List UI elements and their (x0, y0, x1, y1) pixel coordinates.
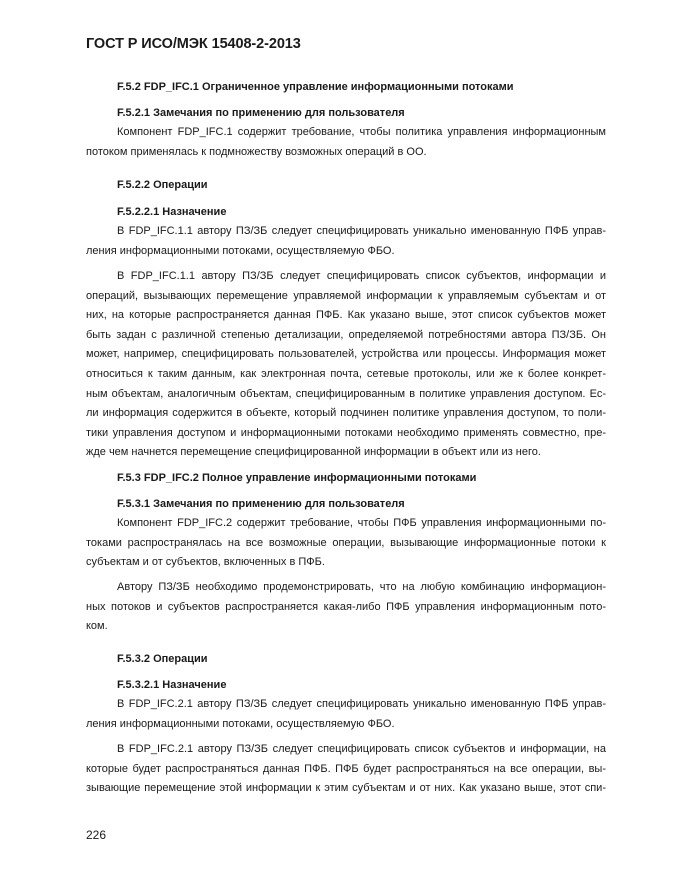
text-line: быть задан с различной степенью детализации, определяемой потребностями автора ПЗ/ЗБ. Он (86, 328, 606, 341)
paragraph-f5321-2 (86, 740, 606, 799)
text-line: В FDP_IFC.1.1 автору ПЗ/ЗБ следует специфицировать уникально именованную ПФБ управ- (117, 225, 606, 237)
subsection-heading-f522: F.5.2.2 Операции (117, 179, 208, 191)
text-line: жде чем начнется перемещение специфицированной информации в объект или из него. (86, 446, 541, 459)
subsection-heading-f5221: F.5.2.2.1 Назначение (117, 206, 227, 218)
text-line: тики управления доступом и информационными потоками необходимо применять совместно, пре- (86, 426, 606, 439)
text-line: токами распространялась на все возможные операции, вызывающие информационные потоки к (86, 536, 606, 549)
text-line: субъектам и от субъектов, включенных в ПФБ. (86, 556, 325, 569)
text-line: Компонент FDP_IFC.2 содержит требование, чтобы ПФБ управления информационными по- (117, 517, 606, 529)
paragraph-f531-1 (86, 514, 606, 573)
paragraph-f5221-2 (86, 267, 606, 463)
document-header-id: ГОСТ Р ИСО/МЭК 15408-2-2013 (86, 36, 301, 52)
text-line: Компонент FDP_IFC.1 содержит требование, чтобы политика управления информационным (117, 126, 606, 138)
text-line: Автору ПЗ/ЗБ необходимо продемонстрировать, что на любую комбинацию информацион- (117, 581, 606, 593)
paragraph-f531-2 (86, 578, 606, 637)
section-heading-f53: F.5.3 FDP_IFC.2 Полное управление информационными потоками (117, 472, 477, 484)
text-line: В FDP_IFC.1.1 автору ПЗ/ЗБ следует специфицировать список субъектов, информации и (117, 270, 606, 282)
text-line: ных потоков и субъектов распространяется какая-либо ПФБ управления информационным пото- (86, 600, 606, 613)
paragraph-f521-notes (86, 123, 606, 162)
subsection-heading-f5321: F.5.3.2.1 Назначение (117, 679, 227, 691)
text-line: ли информация содержится в объекте, который подчинен политике управления доступом, то поли- (86, 407, 606, 420)
text-line: операций, вызывающих перемещение управляемой информации к управляемым субъектам и от (86, 289, 606, 302)
subsection-heading-f532: F.5.3.2 Операции (117, 653, 208, 665)
section-heading-f52: F.5.2 FDP_IFC.1 Ограниченное управление информационными потоками (117, 81, 514, 93)
text-line: потоком применялась к подмножеству возможных операций в ОО. (86, 145, 427, 158)
paragraph-f5321-1 (86, 695, 606, 734)
text-line: ления информационными потоками, осуществляемую ФБО. (86, 717, 395, 730)
text-line: может, например, специфицировать пользователей, устройства или процессы. Информация может (86, 348, 606, 361)
text-line: них, на которые распространяется данная ПФБ. Как указано выше, этот список субъектов может (86, 309, 606, 322)
text-line: относиться к таким данным, как электронная почта, сетевые протоколы, или же к более конкрет- (86, 367, 606, 380)
text-line: зывающие перемещение этой информации к этим субъектам и от них. Как указано выше, этот спи- (86, 782, 606, 795)
text-line: ления информационными потоками, осуществляемую ФБО. (86, 244, 395, 257)
text-line: В FDP_IFC.2.1 автору ПЗ/ЗБ следует специфицировать уникально именованную ПФБ управ- (117, 698, 606, 710)
text-line: В FDP_IFC.2.1 автору ПЗ/ЗБ следует специфицировать список субъектов и информации, на (117, 743, 606, 755)
text-line: которые будет распространяться данная ПФБ. ПФБ будет распространяться на все операции, вы- (86, 762, 606, 775)
text-line: ным объектам, аналогичным объектам, специфицированным в политике управления доступом. Ес- (86, 387, 606, 400)
text-line: ком. (86, 620, 108, 633)
subsection-heading-f521: F.5.2.1 Замечания по применению для пользователя (117, 107, 405, 119)
subsection-heading-f531: F.5.3.1 Замечания по применению для пользователя (117, 498, 405, 510)
paragraph-f5221-1 (86, 222, 606, 261)
page-number: 226 (86, 828, 107, 842)
